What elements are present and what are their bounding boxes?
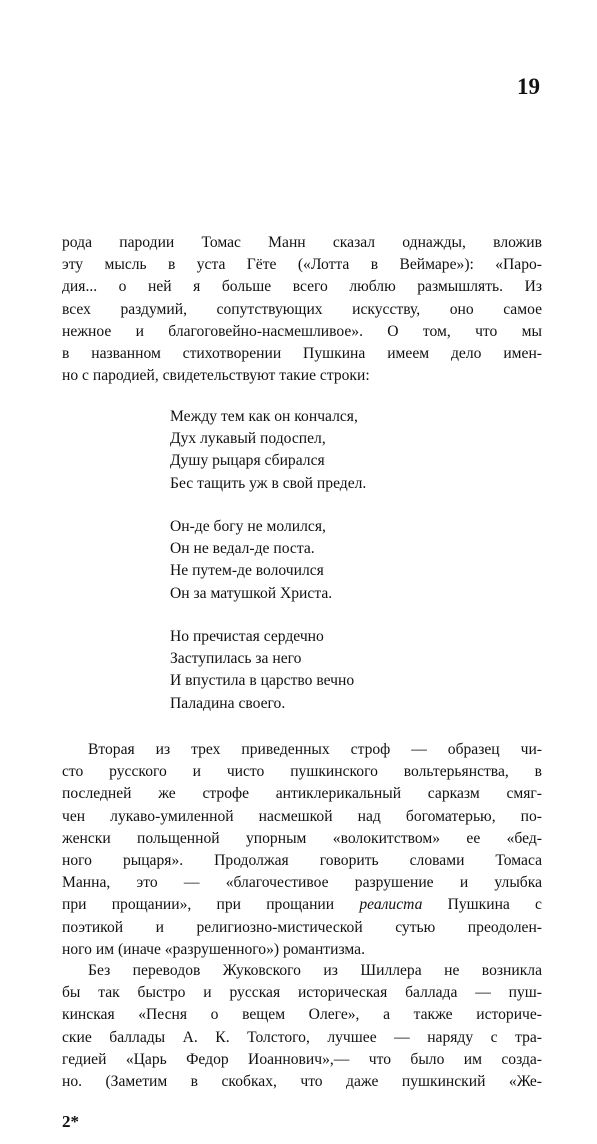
poem-line: Но пречистая сердечно bbox=[170, 628, 324, 645]
text-line: чен лукаво-умиленной насмешкой над богоматерью, по- bbox=[62, 807, 542, 825]
poem-stanza-3 bbox=[170, 626, 354, 715]
paragraph-3 bbox=[62, 960, 542, 1093]
poem-line: Душу рыцаря сбирался bbox=[170, 452, 325, 470]
text-line: бы так быстро и русская историческая баллада — пуш- bbox=[62, 984, 542, 1002]
text-line: Вторая из трех приведенных строф — образец чи- bbox=[88, 741, 542, 758]
poem-line: Не путем-де волочился bbox=[170, 562, 324, 580]
paragraph-1 bbox=[62, 232, 542, 387]
text-line: дия... о ней я больше всего люблю размышлять. Из bbox=[62, 278, 542, 296]
poem-stanza-2 bbox=[170, 516, 332, 605]
text-line-with-italic bbox=[62, 894, 542, 916]
text-line: ного рыцаря». Продолжая говорить словами Томаса bbox=[62, 852, 542, 870]
text-line: поэтикой и религиозно-мистической сутью преодолен- bbox=[62, 918, 542, 936]
text-line: рода пародии Томас Манн сказал однажды, вложив bbox=[62, 234, 542, 251]
poem-line: Между тем как он кончался, bbox=[170, 408, 358, 425]
page-number: 19 bbox=[517, 74, 540, 99]
poem-line: Он не ведал-де поста. bbox=[170, 540, 315, 558]
text-line: нежное и благоговейно-насмешливое». О том, что мы bbox=[62, 322, 542, 340]
italic-word: реалиста bbox=[359, 896, 423, 914]
text-line: Без переводов Жуковского из Шиллера не возникла bbox=[88, 962, 542, 979]
text-line: ного им (иначе «разрушенного») романтизма. bbox=[62, 940, 365, 958]
poem-line: Он-де богу не молился, bbox=[170, 518, 326, 535]
text-segment: при прощании», при прощании bbox=[62, 896, 360, 914]
poem-line: Он за матушкой Христа. bbox=[170, 584, 333, 602]
poem-line: Бес тащить уж в свой предел. bbox=[170, 474, 367, 492]
text-segment: Пушкина с bbox=[422, 896, 542, 914]
text-line: гедией «Царь Федор Иоаннович»,— что было им создa- bbox=[62, 1050, 542, 1068]
poem-line: И впустила в царство вечно bbox=[170, 672, 355, 690]
text-line: сто русского и чисто пушкинского вольтерьянства, в bbox=[62, 763, 542, 781]
poem-line: Паладина своего. bbox=[170, 694, 286, 712]
text-line: женски польщенной упорным «волокитством» ее «бед- bbox=[62, 829, 542, 847]
paragraph-2 bbox=[62, 739, 542, 961]
text-line: в названном стихотворении Пушкина имеем дело имен- bbox=[62, 345, 542, 363]
text-line: всех раздумий, сопутствующих искусству, оно самое bbox=[62, 300, 542, 318]
text-line: но. (Заметим в скобках, что даже пушкинский «Же- bbox=[62, 1073, 542, 1091]
text-line: эту мысль в уста Гёте («Лотта в Веймаре»): «Паро- bbox=[62, 256, 542, 274]
text-line: последней же строфе антиклерикальный сарказм смяг- bbox=[62, 785, 542, 803]
poem-line: Заступилась за него bbox=[170, 650, 302, 668]
poem-stanza-1 bbox=[170, 406, 366, 495]
signature-mark: 2* bbox=[62, 1112, 79, 1131]
text-line: ские баллады А. К. Толстого, лучшее — наряду с тра- bbox=[62, 1028, 542, 1046]
text-line: кинская «Песня о вещем Олеге», а также историче- bbox=[62, 1006, 542, 1024]
text-line: Манна, это — «благочестивое разрушение и улыбка bbox=[62, 874, 542, 892]
text-line: но с пародией, свидетельствуют такие строки: bbox=[62, 367, 370, 385]
poem-line: Дух лукавый подоспел, bbox=[170, 430, 326, 448]
